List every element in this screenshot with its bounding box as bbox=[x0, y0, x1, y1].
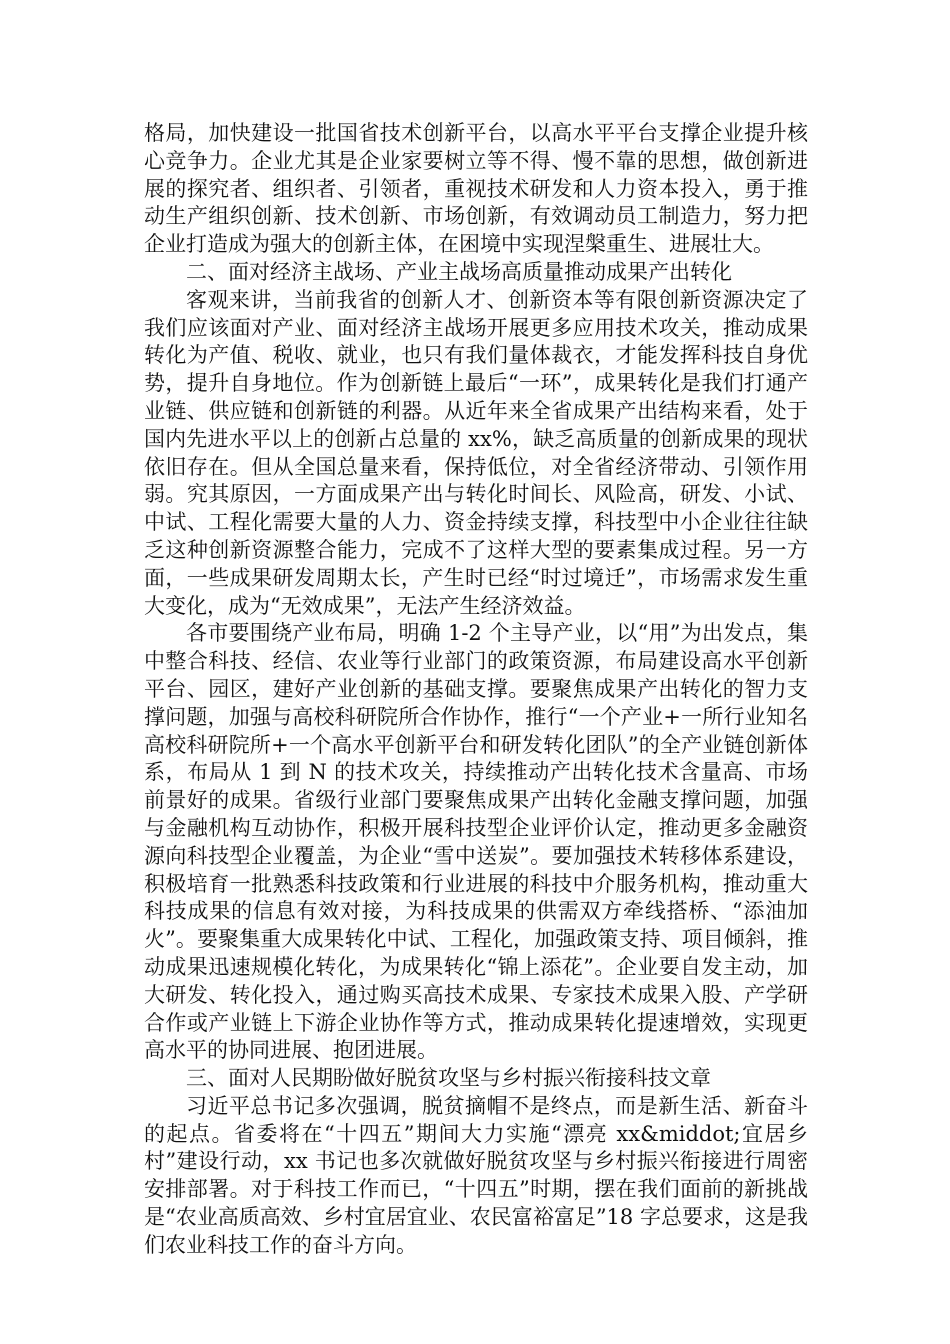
paragraph-continued: 格局，加快建设一批国省技术创新平台，以高水平平台支撑企业提升核心竞争力。企业尤其是企业家要树立等不得、慢不靠的思想，做创新进展的探究者、组织者、引领者，重视技术研发和人力资本投入，勇于推动生产组织创新、技术创新、市场创新，有效调动员工制造力，努力把企业打造成为强大的创新主体，在困境中实现涅槃重生、进展壮大。 bbox=[144, 121, 808, 257]
section-heading-3: 三、面对人民期盼做好脱贫攻坚与乡村振兴衔接科技文章 bbox=[186, 1066, 711, 1091]
document-body bbox=[144, 120, 808, 1260]
paragraph-body: 习近平总书记多次强调，脱贫摘帽不是终点，而是新生活、新奋斗的起点。省委将在“十四五”期间大力实施“漂亮 xx&middot;宜居乡村”建设行动，xx 书记也多次就做好脱贫攻坚与乡村振兴衔接进行周密安排部署。对于科技工作而已，“十四五”时期，摆在我们面前的新挑战是“农业高质高效、乡村宜居宜业、农民富裕富足”18 字总要求，这是我们农业科技工作的奋斗方向。 bbox=[144, 1093, 808, 1257]
paragraph-body: 客观来讲，当前我省的创新人才、创新资本等有限创新资源决定了我们应该面对产业、面对经济主战场开展更多应用技术攻关，推动成果转化为产值、税收、就业，也只有我们量体裁衣，才能发挥科技自身优势，提升自身地位。作为创新链上最后“一环”，成果转化是我们打通产业链、供应链和创新链的利器。从近年来全省成果产出结构来看，处于国内先进水平以上的创新占总量的 xx%，缺乏高质量的创新成果的现状依旧存在。但从全国总量来看，保持低位，对全省经济带动、引领作用弱。究其原因，一方面成果产出与转化时间长、风险高，研发、小试、中试、工程化需要大量的人力、资金持续支撑，科技型中小企业往往缺乏这种创新资源整合能力，完成不了这样大型的要素集成过程。另一方面，一些成果研发周期太长，产生时已经“时过境迁”，市场需求发生重大变化，成为“无效成果”，无法产生经济效益。 bbox=[144, 287, 808, 618]
paragraph-body: 各市要围绕产业布局，明确 1-2 个主导产业，以“用”为出发点，集中整合科技、经信、农业等行业部门的政策资源，布局建设高水平创新平台、园区，建好产业创新的基础支撑。要聚焦成果产出转化的智力支撑问题，加强与高校科研院所合作协作，推行“一个产业+一所行业知名高校科研院所+一个高水平创新平台和研发转化团队”的全产业链创新体系，布局从 1 到 N 的技术攻关，持续推动产出转化技术含量高、市场前景好的成果。省级行业部门要聚焦成果产出转化金融支撑问题，加强与金融机构互动协作，积极开展科技型企业评价认定，推动更多金融资源向科技型企业覆盖，为企业“雪中送炭”。要加强技术转移体系建设，积极培育一批熟悉科技政策和行业进展的科技中介服务机构，推动重大科技成果的信息有效对接，为科技成果的供需双方牵线搭桥、“添油加火”。要聚集重大成果转化中试、工程化，加强政策支持、项目倾斜，推动成果迅速规模化转化，为成果转化“锦上添花”。企业要自发主动，加大研发、转化投入，通过购买高技术成果、专家技术成果入股、产学研合作或产业链上下游企业协作等方式，推动成果转化提速增效，实现更高水平的协同进展、抱团进展。 bbox=[144, 621, 808, 1063]
section-heading-2: 二、面对经济主战场、产业主战场高质量推动成果产出转化 bbox=[186, 259, 732, 284]
